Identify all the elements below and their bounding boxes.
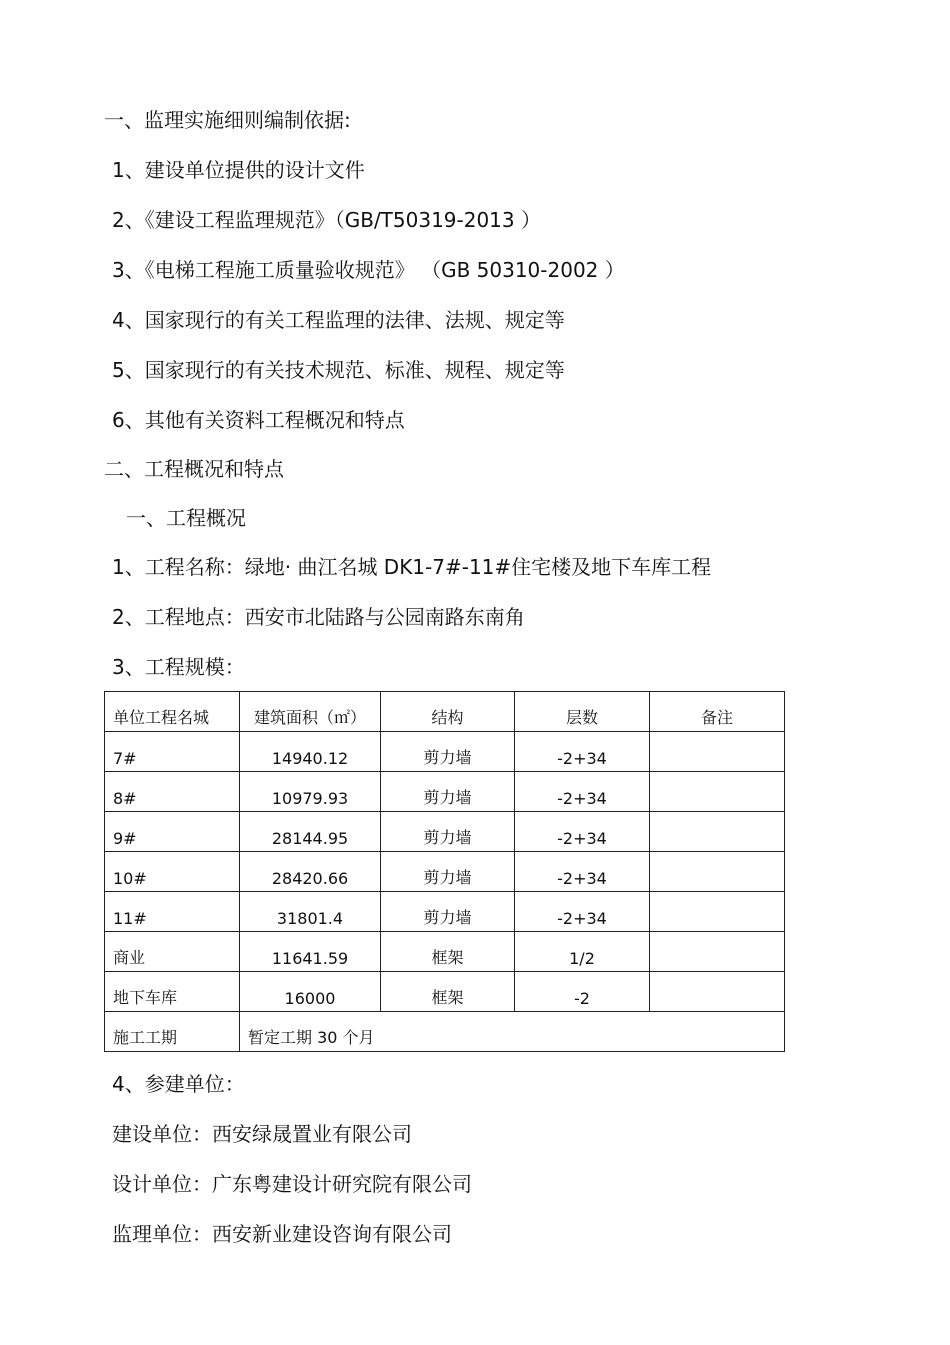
overview-subheading: 一、工程概况: [126, 506, 246, 530]
cell-remarks: [650, 772, 785, 812]
cell-unit-name: 11#: [105, 892, 240, 932]
construction-unit-line: 建设单位：西安绿晟置业有限公司: [112, 1122, 412, 1146]
cell-floors: -2+34: [515, 732, 650, 772]
cell-floor-area: 28144.95: [240, 812, 381, 852]
basis-item-5: 5、国家现行的有关技术规范、标准、规程、规定等: [112, 358, 565, 382]
cell-structure: 剪力墙: [381, 892, 515, 932]
cell-remarks: [650, 732, 785, 772]
header-remarks: 备注: [650, 692, 785, 732]
participants-heading: 4、参建单位：: [112, 1072, 245, 1096]
table-header-row: [105, 692, 785, 732]
header-floors: 层数: [515, 692, 650, 732]
header-structure: 结构: [381, 692, 515, 732]
cell-floor-area: 16000: [240, 972, 381, 1012]
cell-floors: -2+34: [515, 852, 650, 892]
table-row: [105, 892, 785, 932]
cell-structure: 框架: [381, 972, 515, 1012]
cell-floors: -2: [515, 972, 650, 1012]
project-scale-table: [104, 691, 785, 1052]
cell-floors: -2+34: [515, 772, 650, 812]
design-unit-line: 设计单位：广东粤建设计研究院有限公司: [112, 1172, 472, 1196]
cell-remarks: [650, 812, 785, 852]
cell-structure: 剪力墙: [381, 852, 515, 892]
cell-unit-name: 7#: [105, 732, 240, 772]
cell-floor-area: 14940.12: [240, 732, 381, 772]
cell-structure: 剪力墙: [381, 812, 515, 852]
cell-structure: 框架: [381, 932, 515, 972]
cell-structure: 剪力墙: [381, 772, 515, 812]
cell-floors: -2+34: [515, 892, 650, 932]
cell-remarks: [650, 852, 785, 892]
table-row: [105, 932, 785, 972]
cell-floor-area: 31801.4: [240, 892, 381, 932]
cell-unit-name: 10#: [105, 852, 240, 892]
cell-unit-name: 9#: [105, 812, 240, 852]
cell-unit-name: 8#: [105, 772, 240, 812]
header-unit-name: 单位工程名城: [105, 692, 240, 732]
basis-item-2: 2、《建设工程监理规范》（GB/T50319-2013 ）: [112, 208, 541, 232]
overview-heading: 二、工程概况和特点: [104, 457, 284, 481]
cell-remarks: [650, 892, 785, 932]
basis-item-4: 4、国家现行的有关工程监理的法律、法规、规定等: [112, 308, 565, 332]
header-floor-area: 建筑面积（㎡）: [240, 692, 381, 732]
table-row: [105, 972, 785, 1012]
basis-item-6: 6、其他有关资料工程概况和特点: [112, 408, 405, 432]
cell-period-label: 施工工期: [105, 1012, 240, 1052]
project-name-line: 1、工程名称：绿地· 曲江名城 DK1-7#-11#住宅楼及地下车库工程: [112, 555, 712, 579]
basis-item-1: 1、建设单位提供的设计文件: [112, 158, 365, 182]
cell-unit-name: 商业: [105, 932, 240, 972]
cell-structure: 剪力墙: [381, 732, 515, 772]
supervision-unit-line: 监理单位：西安新业建设咨询有限公司: [112, 1222, 452, 1246]
cell-remarks: [650, 932, 785, 972]
table-row: [105, 772, 785, 812]
project-scale-line: 3、工程规模：: [112, 655, 245, 679]
table-row: [105, 812, 785, 852]
cell-floors: 1/2: [515, 932, 650, 972]
cell-floors: -2+34: [515, 812, 650, 852]
table-period-row: [105, 1012, 785, 1052]
cell-unit-name: 地下车库: [105, 972, 240, 1012]
basis-item-3: 3、《电梯工程施工质量验收规范》 （GB 50310-2002 ）: [112, 258, 625, 282]
cell-period-value: 暂定工期 30 个月: [240, 1012, 785, 1052]
cell-floor-area: 11641.59: [240, 932, 381, 972]
table-row: [105, 732, 785, 772]
cell-floor-area: 10979.93: [240, 772, 381, 812]
basis-heading: 一、监理实施细则编制依据:: [104, 108, 351, 132]
project-location-line: 2、工程地点：西安市北陆路与公园南路东南角: [112, 605, 525, 629]
table-row: [105, 852, 785, 892]
cell-remarks: [650, 972, 785, 1012]
cell-floor-area: 28420.66: [240, 852, 381, 892]
